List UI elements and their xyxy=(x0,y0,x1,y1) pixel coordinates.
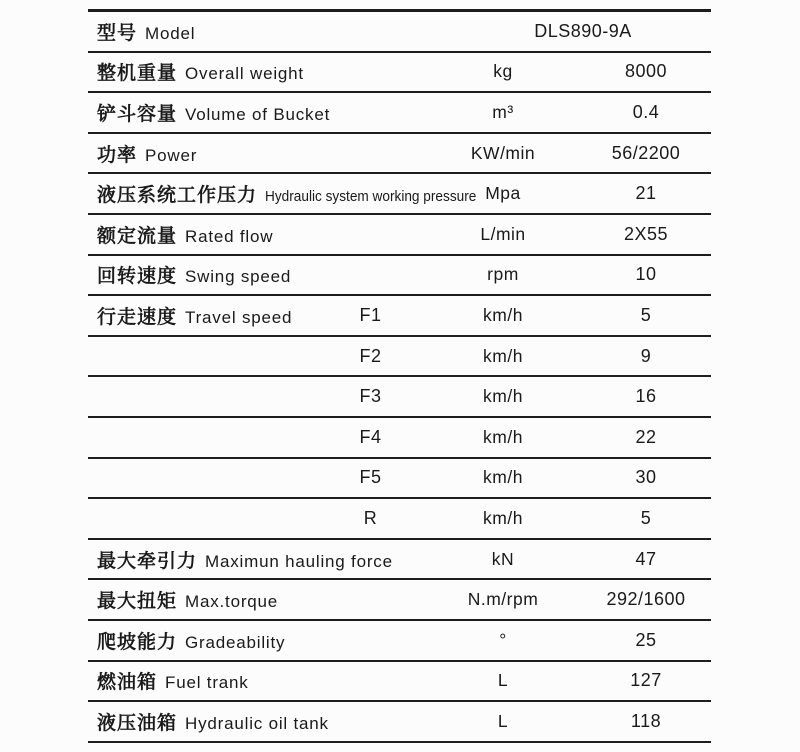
spec-label-zh: 液压油箱 xyxy=(97,712,178,734)
spec-label xyxy=(88,221,328,248)
spec-label-zh: 型号 xyxy=(97,22,138,44)
value-cell: 292/1600 xyxy=(606,589,686,610)
gear-cell: F4 xyxy=(359,426,382,447)
unit-cell: ° xyxy=(499,629,507,650)
unit-cell: rpm xyxy=(487,264,519,285)
value-cell: 22 xyxy=(635,426,657,447)
spec-label xyxy=(88,627,328,654)
value-cell: 2X55 xyxy=(623,223,669,244)
spec-label xyxy=(88,586,328,613)
spec-label xyxy=(88,99,331,126)
table-row xyxy=(88,93,711,134)
spec-label xyxy=(88,180,477,207)
spec-label-zh: 回转速度 xyxy=(97,266,178,288)
unit-cell: kg xyxy=(493,61,513,82)
table-row xyxy=(88,540,711,581)
table-row xyxy=(88,499,711,540)
table-row xyxy=(88,296,711,337)
spec-label-en: Max.torque xyxy=(185,592,279,612)
spec-label-en: Gradeability xyxy=(185,632,286,652)
table-row xyxy=(88,702,711,743)
table-row xyxy=(88,418,711,459)
spec-label-en: Swing speed xyxy=(185,267,292,287)
value-cell: 5 xyxy=(640,507,652,528)
spec-label-en: Rated flow xyxy=(185,226,274,246)
unit-cell: km/h xyxy=(483,507,523,528)
spec-label-zh: 整机重量 xyxy=(97,63,178,85)
spec-label xyxy=(88,261,328,288)
table-row xyxy=(88,53,711,94)
spec-label xyxy=(88,546,393,573)
value-cell: 21 xyxy=(635,183,657,204)
table-row xyxy=(88,459,711,500)
spec-label xyxy=(88,302,328,329)
value-cell: 16 xyxy=(635,386,657,407)
value-cell: DLS890-9A xyxy=(534,20,632,41)
spec-label xyxy=(88,708,328,735)
spec-label-en: Hydraulic oil tank xyxy=(185,713,329,733)
spec-label-zh: 燃油箱 xyxy=(97,672,158,694)
value-cell: 127 xyxy=(630,670,662,691)
gear-cell: F5 xyxy=(359,467,382,488)
spec-label-zh: 爬坡能力 xyxy=(97,631,178,653)
value-cell: 5 xyxy=(640,304,652,325)
table-row xyxy=(88,337,711,378)
unit-cell: km/h xyxy=(483,386,523,407)
value-cell: 56/2200 xyxy=(611,142,681,163)
unit-cell: kN xyxy=(491,548,515,569)
unit-cell: km/h xyxy=(483,426,523,447)
spec-label-zh: 液压系统工作压力 xyxy=(97,185,258,207)
table-row xyxy=(88,215,711,256)
gear-cell: R xyxy=(363,507,378,528)
table-row xyxy=(88,256,711,297)
unit-cell: km/h xyxy=(483,467,523,488)
spec-label-en: Overall weight xyxy=(185,64,304,84)
spec-label-en: Fuel trank xyxy=(165,673,249,693)
spec-label-en: Hydraulic system working pressure xyxy=(265,189,477,206)
table-row xyxy=(88,377,711,418)
spec-table xyxy=(88,9,711,743)
spec-label-zh: 行走速度 xyxy=(97,306,178,328)
spec-label-zh: 最大牵引力 xyxy=(97,550,198,572)
value-cell: 118 xyxy=(630,710,662,731)
value-cell: 8000 xyxy=(624,61,668,82)
unit-cell: L xyxy=(497,670,509,691)
unit-cell: L/min xyxy=(480,223,526,244)
gear-cell: F1 xyxy=(359,304,382,325)
spec-label xyxy=(88,140,328,167)
spec-label-en: Volume of Bucket xyxy=(185,104,331,124)
table-row xyxy=(88,621,711,662)
unit-cell: L xyxy=(497,710,509,731)
table-row xyxy=(88,12,711,53)
unit-cell: Mpa xyxy=(485,183,521,204)
value-cell: 9 xyxy=(640,345,652,366)
table-row xyxy=(88,134,711,175)
unit-cell: km/h xyxy=(483,304,523,325)
value-cell: 30 xyxy=(635,467,657,488)
gear-cell: F3 xyxy=(359,386,382,407)
unit-cell: km/h xyxy=(483,345,523,366)
value-cell: 47 xyxy=(635,548,657,569)
gear-cell: F2 xyxy=(359,345,382,366)
value-cell: 25 xyxy=(635,629,657,650)
spec-label-zh: 额定流量 xyxy=(97,225,178,247)
unit-cell: m³ xyxy=(492,101,514,122)
spec-label-en: Power xyxy=(145,145,198,165)
unit-cell: N.m/rpm xyxy=(467,589,539,610)
spec-label-zh: 铲斗容量 xyxy=(97,103,178,125)
spec-label-en: Travel speed xyxy=(185,307,293,327)
table-row xyxy=(88,580,711,621)
spec-table-body xyxy=(88,12,711,743)
spec-label xyxy=(88,58,328,85)
value-cell: 10 xyxy=(635,264,657,285)
value-cell: 0.4 xyxy=(632,101,660,122)
spec-label xyxy=(88,18,328,45)
spec-label-zh: 最大扭矩 xyxy=(97,591,178,613)
unit-cell: KW/min xyxy=(470,142,536,163)
table-row xyxy=(88,662,711,703)
spec-label xyxy=(88,667,328,694)
spec-label-en: Maximun hauling force xyxy=(205,551,393,571)
spec-label-en: Model xyxy=(145,23,196,43)
spec-label-zh: 功率 xyxy=(97,144,138,166)
table-row xyxy=(88,174,711,215)
